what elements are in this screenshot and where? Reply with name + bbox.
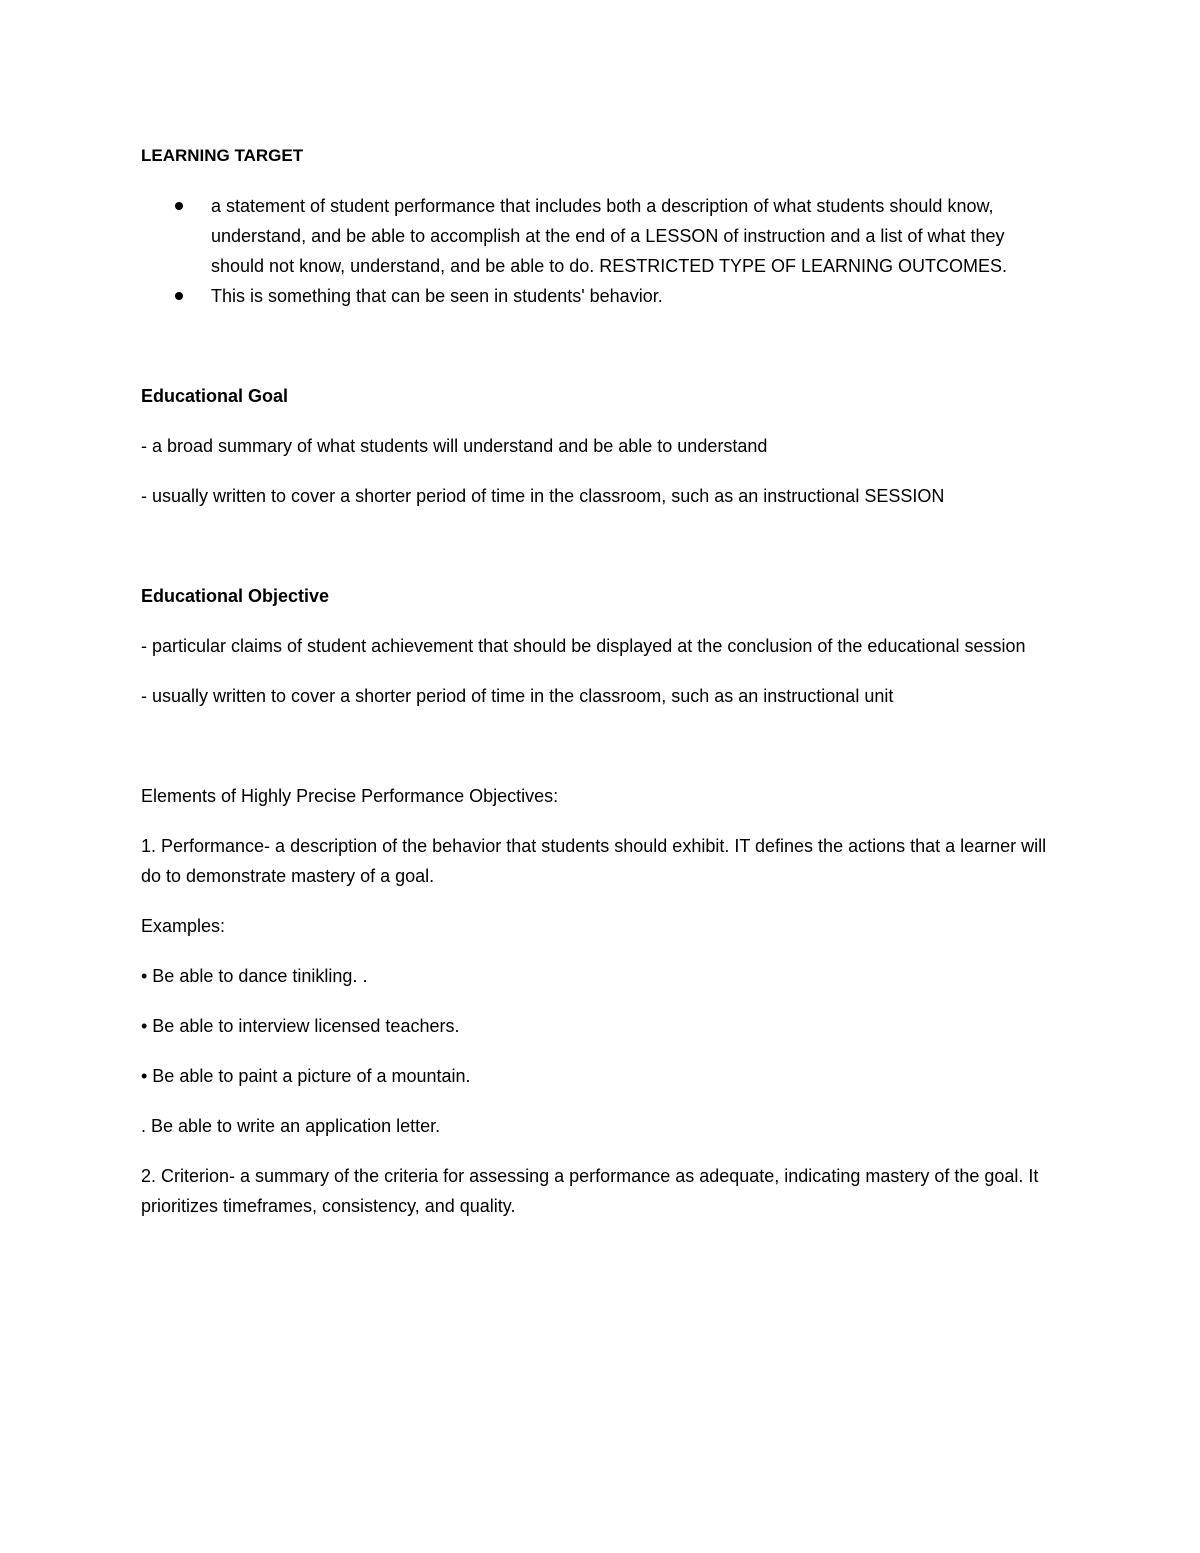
learning-target-bullet [141, 191, 1056, 281]
bullet-icon [175, 202, 183, 210]
elements-intro: Elements of Highly Precise Performance Objectives: [141, 786, 559, 806]
section-spacer [141, 311, 1056, 381]
performance-paragraph: 1. Performance- a description of the behavior that students should exhibit. IT defines the actions that a learner will do to demonstrate mastery of a goal. [141, 836, 1047, 886]
document-body [141, 141, 1056, 1221]
educational-goal-line: - usually written to cover a shorter period of time in the classroom, such as an instructional SESSION [141, 486, 945, 506]
example-item: • Be able to interview licensed teachers. [141, 1016, 460, 1036]
section-spacer [141, 711, 1056, 781]
learning-target-bullet-text: This is something that can be seen in students' behavior. [211, 286, 663, 306]
example-item: • Be able to dance tinikling. . [141, 966, 368, 986]
learning-target-bullet [141, 281, 1056, 311]
example-item: . Be able to write an application letter. [141, 1116, 441, 1136]
criterion-paragraph: 2. Criterion- a summary of the criteria for assessing a performance as adequate, indicating mastery of the goal. It prioritizes timeframes, consistency, and quality. [141, 1166, 1039, 1216]
learning-target-bullet-text: a statement of student performance that includes both a description of what students should know, understand, and be able to accomplish at the end of a LESSON of instruction and a list of what they should not know, understand, and be able to do. RESTRICTED TYPE OF LEARNING OUTCOMES. [211, 196, 1008, 276]
educational-goal-line: - a broad summary of what students will understand and be able to understand [141, 436, 768, 456]
learning-target-heading: LEARNING TARGET [141, 146, 304, 165]
example-item: • Be able to paint a picture of a mountain. [141, 1066, 471, 1086]
educational-objective-heading: Educational Objective [141, 586, 330, 606]
educational-objective-line: - particular claims of student achievement that should be displayed at the conclusion of the educational session [141, 636, 1026, 656]
bullet-icon [175, 292, 183, 300]
examples-label: Examples: [141, 916, 226, 936]
section-spacer [141, 511, 1056, 581]
learning-target-bullet-list [141, 191, 1056, 311]
educational-objective-line: - usually written to cover a shorter period of time in the classroom, such as an instructional unit [141, 686, 894, 706]
educational-goal-heading: Educational Goal [141, 386, 289, 406]
